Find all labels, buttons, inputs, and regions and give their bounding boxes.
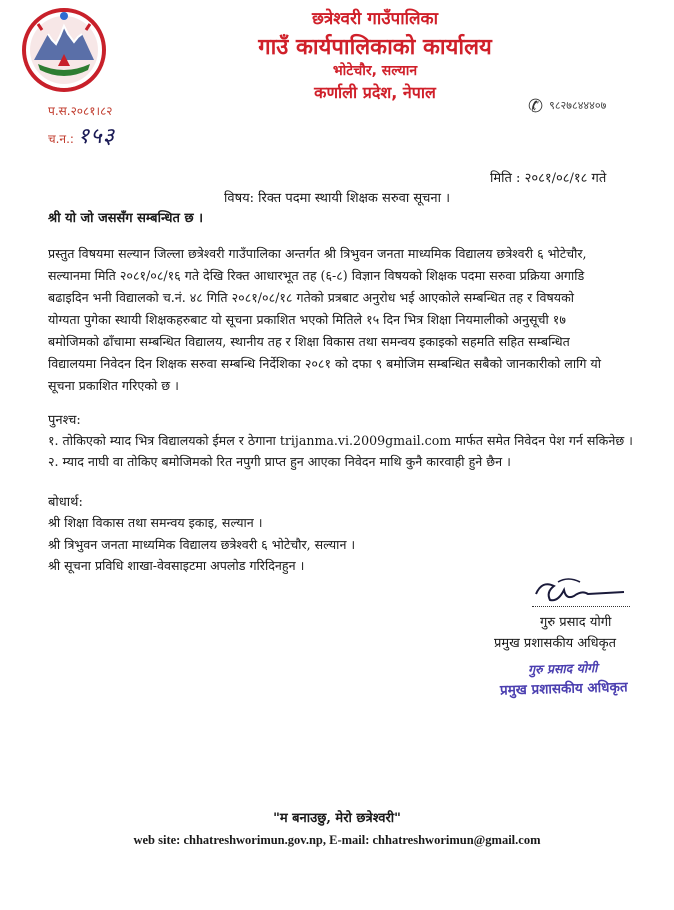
reference-ps-value: २०८१।८२: [70, 104, 113, 118]
reference-chn-label: च.न.:: [48, 132, 74, 146]
postscript-item: २. म्याद नाघी वा तोकिए बमोजिमको रित नपुगी प्राप्त हुन आएका निवेदन माथि कुनै कारवाही हुने छैन ।: [48, 454, 511, 469]
cc-item: श्री सूचना प्रविधि शाखा-वेवसाइटमा अपलोड गरिदिनहुन ।: [48, 558, 305, 573]
letterhead-office: गाउँ कार्यपालिकाको कार्यालय: [258, 35, 492, 60]
letter-salutation: श्री यो जो जससँग सम्बन्धित छ ।: [48, 211, 204, 226]
body-paragraph: [48, 243, 618, 397]
phone-icon: ✆: [528, 96, 544, 117]
reference-ps: [48, 102, 113, 119]
phone-contact: [528, 96, 606, 117]
body-line: योग्यता पुगेका स्थायी शिक्षकहरुबाट यो सूचना प्रकाशित भएको मितिले १५ दिन भित्र शिक्षा नियमालीको अनुसूची १७: [48, 312, 566, 327]
signature-line: [532, 606, 630, 607]
body-line: विद्यालयमा निवेदन दिन शिक्षक सरुवा सम्बन्धि निर्देशिका २०८१ को दफा ९ बमोजिम सम्बन्धित सबैको जानकारीको लागि यो: [48, 356, 602, 371]
phone-number: ९८२७८४४४०७: [549, 99, 607, 112]
reference-chn: [48, 120, 115, 150]
reference-chn-value: १५३: [77, 124, 116, 149]
body-line: प्रस्तुत विषयमा सल्यान जिल्ला छत्रेश्वरी गाउँपालिका अन्तर्गत श्री त्रिभुवन जनता माध्यमिक विद्यालय छत्रेश्वरी ६ भोटेचौर,: [48, 246, 587, 261]
stamp-title: प्रमुख प्रशासकीय अधिकृत: [499, 679, 628, 699]
letter-subject: विषय: रिक्त पदमा स्थायी शिक्षक सरुवा सूचना ।: [223, 191, 451, 206]
letterhead-province: कर्णाली प्रदेश, नेपाल: [314, 83, 436, 102]
body-line: बमोजिमको ढाँचामा सम्बन्धित विद्यालय, स्थानीय तह र शिक्षा विकास तथा समन्वय इकाइको सहमति सहित सम्बन्धित: [48, 334, 570, 349]
letter-date: मिति : २०८१/०८/१८ गते: [490, 171, 607, 186]
body-line: बढाइदिन भनी विद्यालको च.नं. ४८ गिति २०८१/०८/१८ गतेको प्रत्रबाट अनुरोध भई आएकोले सम्बन्धित तह र विषयको: [48, 290, 575, 305]
postscript-item: १. तोकिएको म्याद भित्र विद्यालयको ईमल र ठेगाना trijanma.vi.2009gmail.com मार्फत समेत निवेदन पेश गर्न सकिनेछ ।: [48, 433, 633, 448]
signatory-name: गुरु प्रसाद योगी: [540, 615, 612, 630]
cc-title: बोधार्थ:: [48, 495, 83, 510]
body-line: सल्यानमा मिति २०८१/०८/१६ गते देखि रिक्त आधारभूत तह (६-८) विज्ञान विषयको शिक्षक पदमा सरुवा प्रक्रिया अगाडि: [48, 268, 585, 283]
signatory-title: प्रमुख प्रशासकीय अधिकृत: [494, 636, 617, 651]
letterhead-municipality: छत्रेश्वरी गाउँपालिका: [312, 9, 438, 29]
letterhead-address: भोटेचौर, सल्यान: [332, 63, 418, 79]
nepal-emblem-icon: [18, 4, 110, 96]
footer-slogan: "म बनाउछु, मेरो छत्रेश्वरी": [273, 811, 401, 826]
cc-item: श्री त्रिभुवन जनता माध्यमिक विद्यालय छत्रेश्वरी ६ भोटेचौर, सल्यान ।: [48, 537, 356, 552]
stamp-name: गुरु प्रसाद योगी: [527, 660, 598, 677]
reference-ps-label: प.स.: [48, 104, 71, 118]
body-line: सूचना प्रकाशित गरिएको छ ।: [48, 378, 179, 393]
cc-item: श्री शिक्षा विकास तथा समन्वय इकाइ, सल्यान ।: [48, 515, 263, 530]
footer-website: web site: chhatreshworimun.gov.np, E-mail: chhatreshworimun@gmail.com: [133, 833, 541, 847]
postscript-title: पुनश्च:: [48, 413, 81, 428]
